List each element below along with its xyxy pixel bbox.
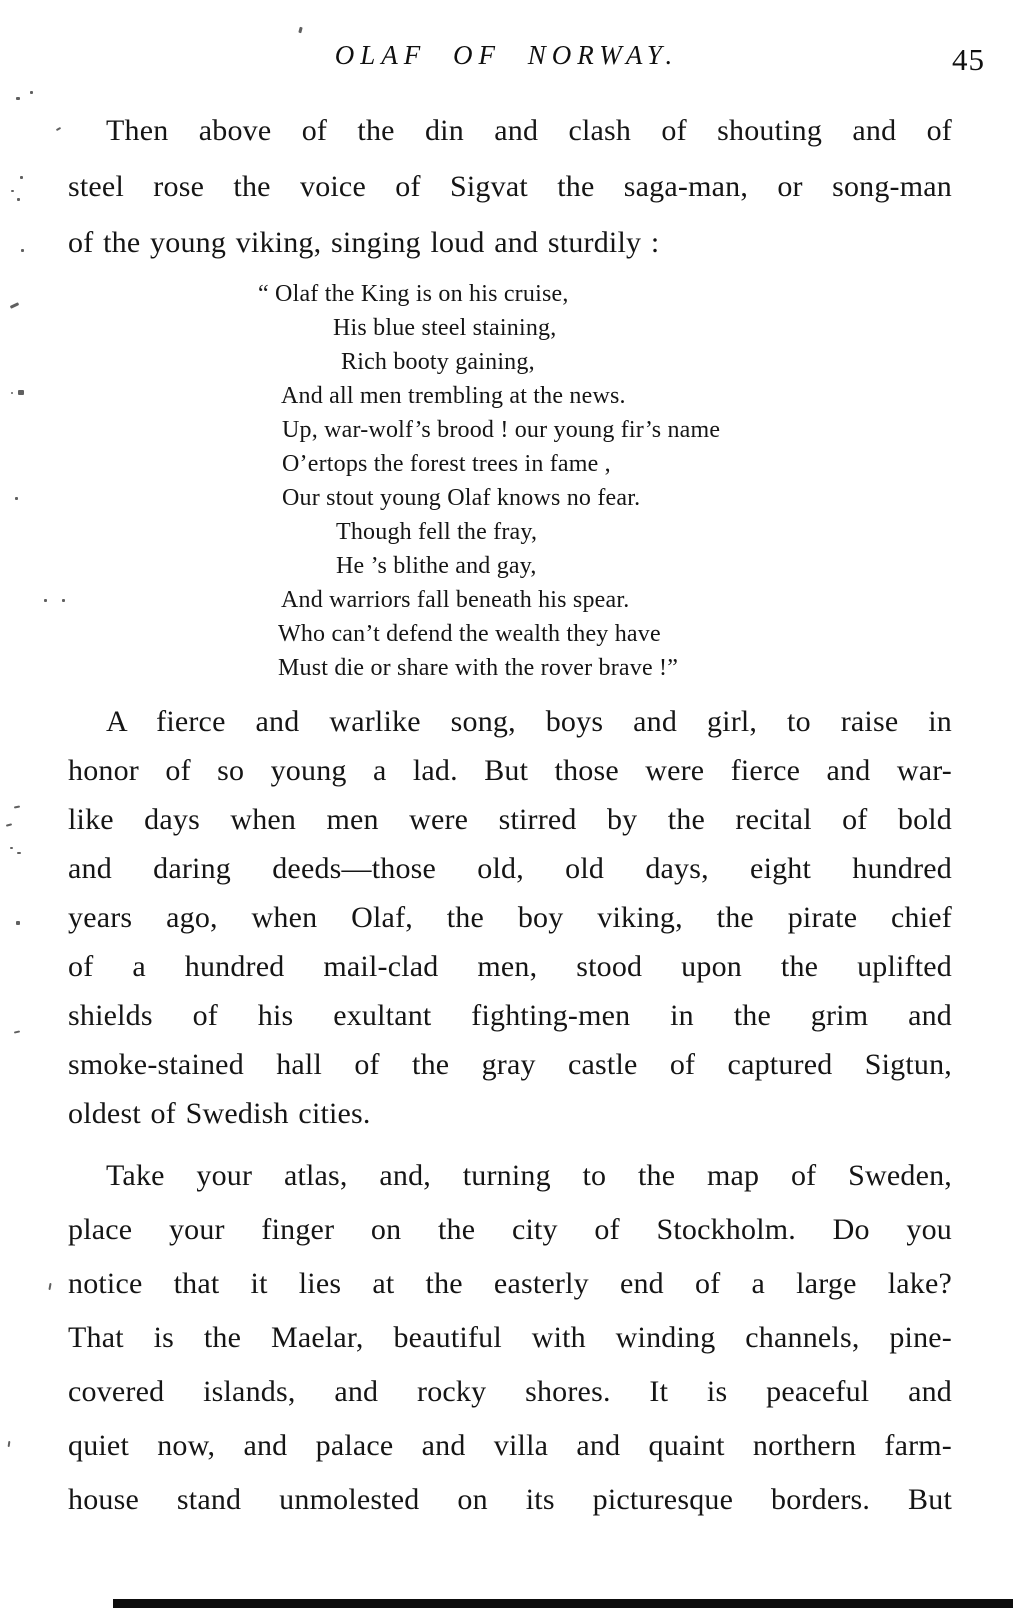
text-line: O’ertops the forest trees in fame , [282,451,611,477]
text-line: years ago, when Olaf, the boy viking, the pirate chief [68,901,952,934]
scan-noise-speck [16,97,20,100]
text-line: and daring deeds—those old, old days, eight hundred [68,852,952,885]
scan-noise-speck [11,190,14,192]
text-line: Must die or share with the rover brave !” [278,655,679,681]
scan-noise-speck [62,599,65,602]
text-line: Then above of the din and clash of shouting and of [106,114,952,147]
text-line: oldest of Swedish cities. [68,1097,371,1130]
scan-noise-speck [17,852,21,854]
scan-noise-speck [30,91,33,94]
paragraph-intro [68,103,952,271]
paragraph-take-your-atlas [68,1149,952,1527]
text-line: house stand unmolested on its picturesque borders. But [68,1483,952,1516]
text-line: steel rose the voice of Sigvat the saga-man, or song-man [68,170,952,203]
scan-noise-speck [14,805,20,808]
text-line: Our stout young Olaf knows no fear. [282,485,641,511]
scan-noise-speck [18,390,24,395]
scan-noise-speck [48,1283,51,1290]
text-line: And warriors fall beneath his spear. [281,587,630,613]
text-line: covered islands, and rocky shores. It is peaceful and [68,1375,952,1408]
scan-noise-speck [17,198,20,201]
text-line: Up, war-wolf’s brood ! our young fir’s name [282,417,721,443]
text-line: Who can’t defend the wealth they have [278,621,661,647]
text-line: shields of his exultant fighting-men in the grim and [68,999,952,1032]
text-line: honor of so young a lad. But those were fierce and war- [68,754,952,787]
text-line: A fierce and warlike song, boys and girl, to raise in [106,705,952,738]
text-line: like days when men were stirred by the recital of bold [68,803,952,836]
text-line: Though fell the fray, [336,519,538,545]
text-line: That is the Maelar, beautiful with winding channels, pine- [68,1321,952,1354]
page-header [0,40,1013,84]
text-line: Take your atlas, and, turning to the map of Sweden, [106,1159,952,1192]
paragraph-fierce-song [68,697,952,1138]
poem-saga-song [0,277,1013,685]
text-line: of the young viking, singing loud and sturdily : [68,226,660,259]
text-line: quiet now, and palace and villa and quaint northern farm- [68,1429,952,1462]
running-title: OLAF OF NORWAY. [334,40,679,70]
text-line: of a hundred mail-clad men, stood upon the uplifted [68,950,952,983]
text-line: And all men trembling at the news. [281,383,626,409]
scan-noise-speck [10,847,13,849]
text-line: smoke-stained hall of the gray castle of captured Sigtun, [68,1048,952,1081]
scan-noise-speck [20,176,23,179]
scan-noise-speck [6,823,12,826]
page-number: 45 [952,42,985,77]
text-line: place your finger on the city of Stockholm. Do you [68,1213,952,1246]
scan-noise-speck [11,392,13,394]
scan-noise-speck [21,249,24,252]
scan-noise-speck [16,921,20,925]
text-line: His blue steel staining, [333,315,557,341]
scan-noise-speck [8,1441,11,1447]
scan-noise-speck [15,497,18,500]
text-line: notice that it lies at the easterly end of a large lake? [68,1267,952,1300]
scan-noise-speck [44,599,47,602]
text-line: He ’s blithe and gay, [336,553,537,579]
scan-noise-speck [298,27,302,34]
scan-noise-speck [56,127,61,131]
text-line: Rich booty gaining, [341,349,535,375]
scan-noise-speck [14,1030,20,1033]
text-line: “ Olaf the King is on his cruise, [258,281,569,307]
scan-edge-bar [113,1599,1013,1608]
